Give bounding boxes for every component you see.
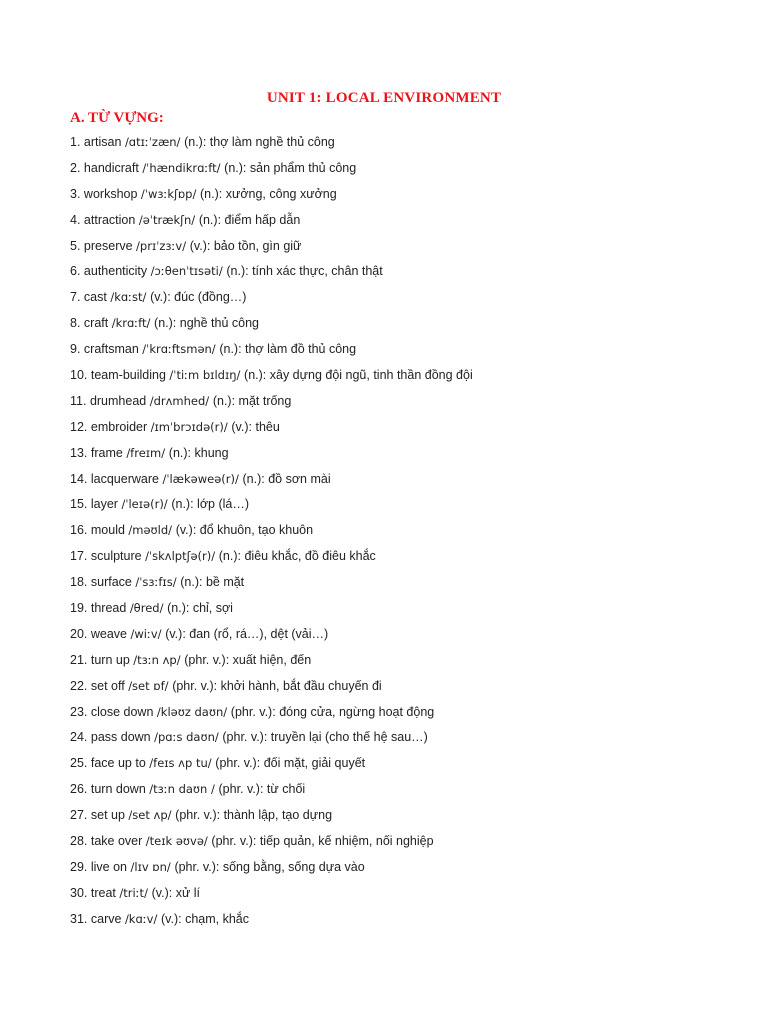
vocab-ipa: /ɑtɪːˈzæn/ [124, 135, 181, 149]
vocab-number: 13. [70, 445, 88, 460]
vocab-item [70, 417, 730, 443]
vocab-meaning: thành lập, tạo dựng [223, 808, 333, 823]
vocab-ipa: /ɔːθenˈtɪsəti/ [150, 264, 223, 279]
vocab-part-of-speech: (n.) : [199, 213, 225, 227]
vocab-number: 4. [70, 212, 81, 227]
vocab-number: 29. [70, 859, 88, 874]
vocab-word: cast [83, 290, 107, 305]
vocab-ipa: /krɑːft/ [111, 316, 151, 331]
vocab-part-of-speech: (phr. v.) : [172, 679, 220, 693]
vocab-word: team-building [90, 368, 166, 383]
vocab-meaning: khởi hành, bắt đầu chuyến đi [220, 678, 382, 693]
vocab-number: 25. [70, 756, 88, 771]
vocab-part-of-speech: (phr. v.) : [222, 730, 270, 744]
vocab-item [70, 443, 730, 469]
vocab-number: 5. [70, 238, 81, 253]
vocab-number: 9. [70, 342, 81, 357]
vocab-word: thread [90, 601, 127, 616]
vocab-meaning: bảo tồn, gìn giữ [213, 238, 302, 253]
vocab-number: 23. [70, 704, 88, 719]
vocab-number: 15. [70, 497, 88, 512]
vocab-ipa: /triːt/ [119, 885, 148, 900]
vocab-meaning: đóng cửa, ngừng hoạt động [279, 704, 435, 719]
vocab-item [70, 494, 730, 520]
vocab-word: frame [90, 445, 123, 460]
vocab-item [70, 779, 730, 805]
vocab-number: 30. [70, 885, 88, 900]
vocab-number: 18. [70, 575, 88, 590]
vocab-part-of-speech: (n.) : [219, 342, 245, 356]
vocab-meaning: lớp (lá…) [197, 497, 249, 512]
vocab-part-of-speech: (phr. v.) : [231, 705, 279, 719]
vocab-ipa: /ɪmˈbrɔɪdə(r)/ [150, 419, 228, 434]
vocab-ipa: /drʌmhed/ [149, 393, 210, 408]
vocab-ipa: /wiːv/ [130, 626, 162, 641]
vocab-meaning: từ chối [266, 782, 306, 797]
vocab-meaning: truyền lại (cho thế hệ sau…) [270, 730, 428, 745]
vocab-number: 20. [70, 626, 88, 641]
vocab-number: 19. [70, 601, 88, 616]
vocab-part-of-speech: (v.) : [165, 627, 189, 641]
vocab-ipa: /lɪv ɒn/ [130, 859, 171, 874]
vocab-meaning: xưởng, công xưởng [225, 186, 337, 201]
vocab-word: embroider [90, 419, 148, 434]
vocab-part-of-speech: (n.) : [200, 187, 226, 201]
vocab-ipa: /tɜːn ʌp/ [133, 652, 181, 667]
vocab-word: live on [90, 859, 128, 874]
vocab-word: pass down [90, 730, 151, 745]
vocab-part-of-speech: (v.) : [152, 886, 176, 900]
vocab-item [70, 753, 730, 779]
vocab-number: 6. [70, 264, 81, 279]
vocab-meaning: chỉ, sợi [192, 601, 233, 616]
vocab-item [70, 365, 730, 391]
vocab-word: lacquerware [90, 471, 159, 486]
vocab-number: 14. [70, 471, 88, 486]
vocab-part-of-speech: (n.) : [226, 264, 252, 278]
vocab-word: drumhead [89, 393, 147, 408]
vocab-item [70, 339, 730, 365]
vocab-number: 17. [70, 549, 88, 564]
vocab-part-of-speech: (phr. v.) : [184, 653, 232, 667]
vocab-number: 7. [70, 290, 81, 305]
vocab-number: 11. [70, 393, 87, 408]
vocab-part-of-speech: (phr. v.) : [174, 860, 222, 874]
vocab-meaning: thợ làm nghề thủ công [209, 135, 335, 149]
vocab-ipa: /feɪs ʌp tu/ [149, 756, 212, 771]
vocabulary-list [70, 132, 730, 935]
vocab-meaning: sống bằng, sống dựa vào [222, 859, 365, 874]
vocab-meaning: đối mặt, giải quyết [263, 756, 366, 771]
vocab-meaning: sản phẩm thủ công [249, 160, 357, 175]
vocab-meaning: thêu [255, 419, 280, 434]
vocab-item [70, 857, 730, 883]
vocab-meaning: bề mặt [205, 575, 245, 590]
vocab-item [70, 210, 730, 236]
vocab-part-of-speech: (v.) : [150, 290, 174, 304]
vocab-item [70, 676, 730, 702]
vocab-item [70, 650, 730, 676]
vocab-meaning: xây dựng đội ngũ, tinh thần đồng đội [269, 368, 473, 383]
vocab-word: carve [90, 911, 122, 926]
vocab-item [70, 624, 730, 650]
vocab-word: handicraft [83, 160, 139, 175]
vocab-number: 24. [70, 730, 88, 745]
vocab-word: close down [90, 704, 154, 719]
unit-title: UNIT 1: LOCAL ENVIRONMENT [266, 90, 502, 106]
vocab-meaning: khung [194, 445, 229, 460]
vocab-item [70, 883, 730, 909]
vocab-ipa: /əˈtrækʃn/ [138, 212, 196, 227]
vocab-part-of-speech: (v.) : [161, 912, 185, 926]
vocab-word: turn down [90, 782, 146, 797]
vocab-ipa: /prɪˈzɜːv/ [136, 238, 187, 253]
vocab-part-of-speech: (n.) : [154, 316, 180, 330]
section-title: A. TỪ VỰNG: [70, 110, 164, 126]
vocab-item [70, 520, 730, 546]
vocab-part-of-speech: (n.) : [167, 601, 193, 615]
vocab-number: 10. [70, 368, 88, 383]
vocab-word: craftsman [83, 342, 139, 357]
vocab-ipa: /ˈhændikrɑːft/ [142, 160, 221, 175]
vocab-part-of-speech: (n.) : [219, 549, 245, 563]
vocab-item [70, 702, 730, 728]
vocab-number: 21. [70, 652, 88, 667]
vocab-part-of-speech: (n.) : [171, 497, 197, 511]
vocab-number: 12. [70, 419, 88, 434]
vocab-meaning: đồ sơn mài [268, 471, 331, 486]
vocab-item [70, 236, 730, 262]
vocab-word: craft [83, 316, 109, 331]
vocab-number: 2. [70, 160, 81, 175]
vocab-word: turn up [90, 652, 130, 667]
vocab-word: surface [90, 575, 132, 590]
vocab-word: treat [90, 885, 116, 900]
vocab-ipa: /ˈskʌlptʃə(r)/ [145, 549, 216, 564]
vocab-meaning: đúc (đồng…) [174, 290, 247, 305]
vocab-word: set off [90, 678, 125, 693]
vocab-ipa: /kɑːst/ [110, 290, 147, 305]
vocab-item [70, 158, 730, 184]
vocab-meaning: xuất hiện, đến [232, 652, 312, 667]
vocab-ipa: /tɜːn daʊn / [149, 782, 215, 797]
vocab-part-of-speech: (n.) : [180, 575, 206, 589]
vocab-word: workshop [83, 186, 138, 201]
vocab-part-of-speech: (phr. v.) : [215, 756, 263, 770]
vocab-word: mould [90, 523, 125, 538]
vocab-ipa: /pɑːs daʊn/ [154, 730, 219, 745]
vocab-meaning: điểm hấp dẫn [224, 212, 301, 227]
vocab-ipa: /ˈwɜːkʃɒp/ [140, 186, 197, 201]
vocab-meaning: đan (rổ, rá…), dệt (vải…) [189, 626, 329, 641]
vocab-part-of-speech: (phr. v.) : [219, 782, 267, 796]
vocab-item [70, 313, 730, 339]
vocab-meaning: nghề thủ công [179, 316, 259, 331]
vocab-meaning: tính xác thực, chân thật [252, 264, 383, 279]
vocab-ipa: /ˈlækəweə(r)/ [162, 471, 239, 486]
vocab-item [70, 287, 730, 313]
vocab-word: attraction [83, 212, 136, 227]
vocab-number: 1. [70, 135, 81, 149]
vocab-item [70, 572, 730, 598]
vocab-ipa: /ˈleɪə(r)/ [121, 497, 168, 512]
vocab-ipa: /set ʌp/ [128, 808, 172, 823]
vocab-item [70, 598, 730, 624]
vocab-ipa: /kɑːv/ [124, 911, 158, 926]
vocab-number: 27. [70, 808, 88, 823]
vocab-ipa: /məʊld/ [128, 523, 173, 538]
vocab-part-of-speech: (n.) : [224, 161, 250, 175]
vocab-item [70, 909, 730, 935]
vocab-item [70, 261, 730, 287]
vocab-part-of-speech: (n.) : [213, 394, 239, 408]
vocab-word: sculpture [90, 549, 142, 564]
vocab-part-of-speech: (n.) : [243, 472, 269, 486]
vocab-meaning: tiếp quản, kế nhiệm, nối nghiệp [259, 834, 434, 849]
vocab-ipa: /set ɒf/ [128, 678, 169, 693]
vocab-item [70, 184, 730, 210]
vocab-word: layer [90, 497, 118, 512]
vocab-word: face up to [90, 756, 146, 771]
vocab-word: preserve [83, 238, 133, 253]
vocab-ipa: /teɪk əʊvə/ [145, 834, 208, 849]
vocab-number: 16. [70, 523, 88, 538]
vocab-item [70, 831, 730, 857]
vocab-meaning: thợ làm đồ thủ công [245, 342, 357, 357]
vocab-item [70, 546, 730, 572]
vocab-number: 28. [70, 834, 88, 849]
vocab-number: 8. [70, 316, 81, 331]
vocab-item [70, 391, 730, 417]
vocab-part-of-speech: (phr. v.) : [211, 834, 259, 848]
vocab-meaning: điêu khắc, đồ điêu khắc [244, 549, 376, 564]
vocab-meaning: mặt trống [238, 393, 292, 408]
vocab-word: set up [90, 808, 125, 823]
vocab-number: 31. [70, 911, 88, 926]
vocab-part-of-speech: (v.) : [190, 239, 214, 253]
vocab-ipa: /freɪm/ [126, 445, 166, 460]
vocab-word: take over [90, 834, 143, 849]
vocab-ipa: /ˈkrɑːftsmən/ [142, 342, 216, 357]
vocab-word: artisan [83, 135, 122, 149]
vocab-item [70, 727, 730, 753]
vocab-part-of-speech: (n.) : [184, 135, 210, 149]
vocab-part-of-speech: (v.) : [176, 523, 200, 537]
vocab-number: 22. [70, 678, 88, 693]
vocab-word: authenticity [83, 264, 148, 279]
vocab-part-of-speech: (n.) : [244, 368, 270, 382]
vocab-part-of-speech: (v.) : [231, 420, 255, 434]
vocab-item [70, 469, 730, 495]
vocab-item [70, 132, 730, 158]
vocab-number: 3. [70, 186, 81, 201]
vocab-part-of-speech: (phr. v.) : [175, 808, 223, 822]
vocab-ipa: /θred/ [129, 601, 164, 616]
vocab-ipa: /ˈtiːm bɪldɪŋ/ [169, 368, 241, 383]
vocab-part-of-speech: (n.) : [169, 446, 195, 460]
vocab-ipa: /kləʊz daʊn/ [156, 704, 228, 719]
vocab-number: 26. [70, 782, 88, 797]
vocab-ipa: /ˈsɜːfɪs/ [135, 575, 177, 590]
vocab-meaning: xử lí [175, 885, 201, 900]
vocab-word: weave [90, 626, 128, 641]
vocab-item [70, 805, 730, 831]
vocab-meaning: chạm, khắc [185, 911, 249, 926]
vocab-meaning: đổ khuôn, tạo khuôn [199, 523, 314, 538]
